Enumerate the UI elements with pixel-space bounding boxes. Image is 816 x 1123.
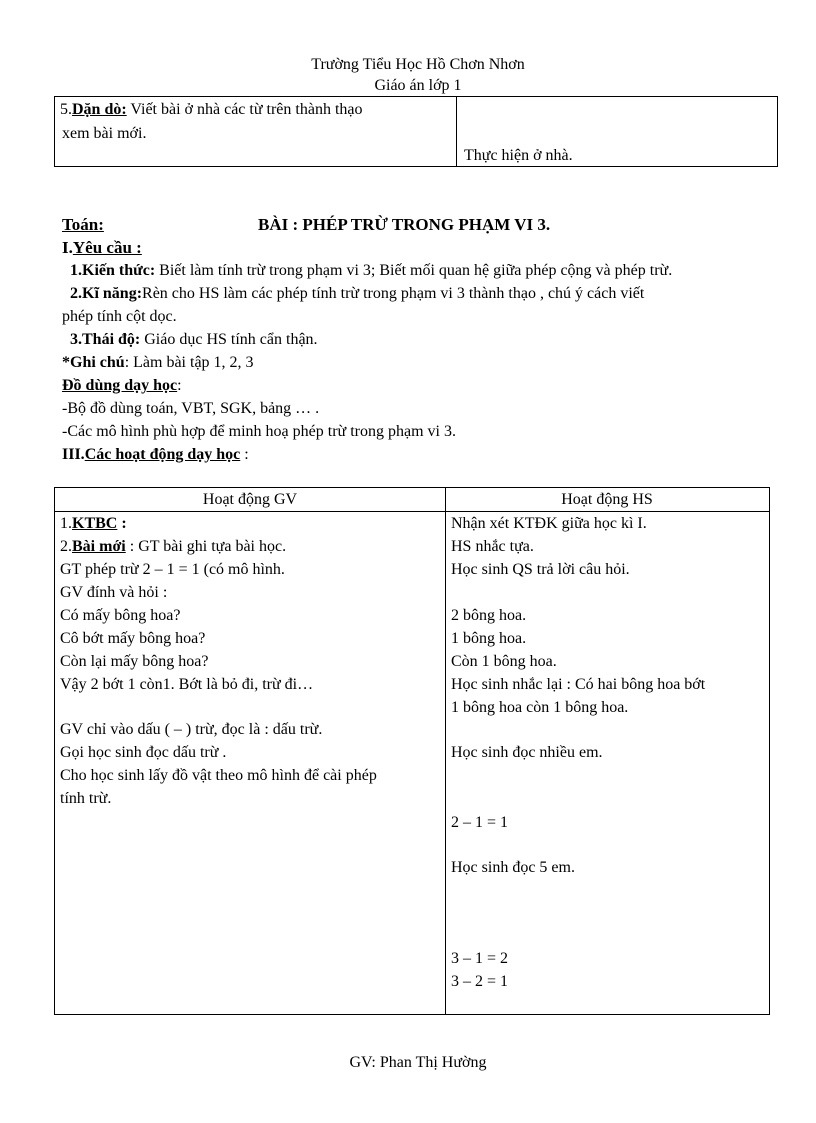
gv-l1-rest: : — [117, 515, 127, 532]
hs-line-3: Học sinh QS trả lời câu hỏi. — [451, 561, 630, 578]
hs-line-11: Học sinh đọc 5 em. — [451, 859, 575, 876]
gv-line-5: Có mấy bông hoa? — [60, 607, 181, 624]
gv-line-1 — [60, 513, 127, 535]
tools-item-2: -Các mô hình phù hợp để minh hoạ phép trừ trong phạm vi 3. — [62, 423, 456, 440]
hs-line-9: Học sinh đọc nhiều em. — [451, 744, 603, 761]
homework-label: Dặn dò: — [72, 101, 127, 118]
gv-line-3: GT phép trừ 2 – 1 = 1 (có mô hình. — [60, 561, 285, 578]
tools-item-1: -Bộ đồ dùng toán, VBT, SGK, bảng … . — [62, 400, 320, 417]
homework-text: Viết bài ở nhà các từ trên thành thạo — [126, 101, 363, 118]
hs-line-2: HS nhắc tựa. — [451, 538, 534, 555]
gv-line-7: Còn lại mấy bông hoa? — [60, 653, 209, 670]
hs-line-12: 3 – 1 = 2 — [451, 950, 509, 967]
skills-text: Rèn cho HS làm các phép tính trừ trong phạm vi 3 thành thạo , chú ý cách viết — [142, 285, 645, 302]
note-line — [62, 353, 254, 373]
gv-l2-rest: : GT bài ghi tựa bài học. — [125, 538, 287, 555]
skills-line-2: phép tính cột dọc. — [62, 308, 177, 325]
requirements-label: Yêu cầu : — [72, 238, 142, 257]
knowledge-label: 1.Kiến thức: — [70, 262, 156, 279]
gv-line-9: GV chỉ vào dấu ( – ) trừ, đọc là : dấu trừ. — [60, 721, 323, 738]
gv-l1-label: KTBC — [72, 515, 118, 532]
attitude-label: 3.Thái độ: — [70, 331, 141, 348]
document-subtitle: Giáo án lớp 1 — [374, 77, 462, 94]
hs-line-10: 2 – 1 = 1 — [451, 814, 509, 831]
hs-line-13: 3 – 2 = 1 — [451, 973, 509, 990]
knowledge-line — [70, 261, 672, 281]
hs-line-1: Nhận xét KTĐK giữa học kì I. — [451, 515, 647, 532]
tools-colon: : — [177, 377, 182, 394]
note-label: *Ghi chú — [62, 354, 125, 371]
activities-heading — [62, 445, 249, 465]
hs-line-8: 1 bông hoa còn 1 bông hoa. — [451, 699, 629, 716]
attitude-line — [70, 330, 318, 350]
requirements-prefix: I. — [62, 238, 73, 257]
gv-line-10: Gọi học sinh đọc dấu trừ . — [60, 744, 227, 761]
knowledge-text: Biết làm tính trừ trong phạm vi 3; Biết mối quan hệ giữa phép cộng và phép trừ. — [155, 262, 673, 279]
attitude-text: Giáo dục HS tính cẩn thận. — [140, 331, 318, 348]
note-text: : Làm bài tập 1, 2, 3 — [124, 354, 254, 371]
header-teacher-activities: Hoạt động GV — [202, 491, 298, 508]
tools-heading — [62, 376, 182, 396]
homework-student-action: Thực hiện ở nhà. — [464, 147, 573, 164]
subject-label: Toán: — [62, 215, 104, 234]
skills-label: 2.Kĩ năng: — [70, 285, 143, 302]
gv-line-6: Cô bớt mấy bông hoa? — [60, 630, 206, 647]
lesson-title: BÀI : PHÉP TRỪ TRONG PHẠM VI 3. — [258, 215, 551, 234]
activities-label: Các hoạt động dạy học — [84, 446, 241, 463]
gv-line-2 — [60, 536, 286, 558]
gv-line-12: tính trừ. — [60, 790, 112, 807]
skills-line-1 — [70, 284, 644, 304]
homework-number: 5. — [60, 101, 72, 118]
activities-table-divider — [445, 488, 446, 1014]
gv-line-8: Vậy 2 bớt 1 còn1. Bớt là bỏ đi, trừ đi… — [60, 676, 314, 693]
hs-line-5: 1 bông hoa. — [451, 630, 527, 647]
tools-label: Đồ dùng dạy học — [62, 377, 178, 394]
teacher-name: GV: Phan Thị Hường — [349, 1054, 487, 1071]
hs-line-7: Học sinh nhắc lại : Có hai bông hoa bớt — [451, 676, 706, 693]
activities-prefix: III. — [62, 446, 85, 463]
header-student-activities: Hoạt động HS — [561, 491, 653, 508]
requirements-heading — [62, 238, 142, 258]
gv-line-11: Cho học sinh lấy đồ vật theo mô hình để cài phép — [60, 767, 377, 784]
gv-l2-label: Bài mới — [72, 538, 126, 555]
activities-table-header-rule — [55, 511, 769, 512]
activities-colon: : — [240, 446, 249, 463]
top-table-divider — [456, 97, 457, 166]
homework-line-2: xem bài mới. — [62, 125, 147, 142]
hs-line-4: 2 bông hoa. — [451, 607, 527, 624]
gv-l2-num: 2. — [60, 538, 72, 555]
hs-line-6: Còn 1 bông hoa. — [451, 653, 557, 670]
gv-line-4: GV đính và hỏi : — [60, 584, 168, 601]
gv-l1-num: 1. — [60, 515, 72, 532]
homework-line-1 — [60, 100, 362, 120]
school-name: Trường Tiểu Học Hồ Chơn Nhơn — [311, 56, 525, 73]
